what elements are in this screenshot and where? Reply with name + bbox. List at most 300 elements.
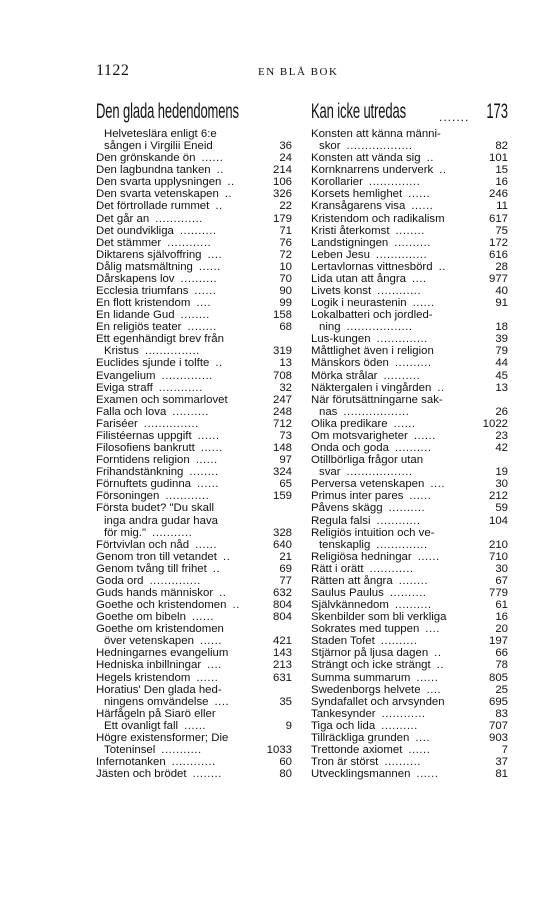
entry-title: Lokalbatteri och jordled- [311, 309, 433, 322]
entry-title: En religiös teater [96, 321, 182, 334]
entry-title: Tillräckliga grunden [311, 731, 410, 744]
entry-title: Korollarier [311, 176, 363, 189]
entry-title: Stjärnor på ljusa dagen [311, 647, 429, 660]
entry-title: Regula falsi [311, 514, 371, 527]
leader-dots: ........ [180, 309, 210, 322]
index-entry [311, 478, 508, 490]
leader-dots: .... [196, 297, 212, 310]
index-entry [96, 768, 292, 780]
entry-page-number: 77 [279, 574, 292, 587]
index-entry [96, 200, 292, 212]
entry-page-number: 214 [272, 164, 292, 177]
entry-page-number: 616 [488, 248, 508, 261]
index-entry [96, 599, 292, 611]
leader-dots: ............ [167, 236, 212, 249]
leader-dots: ........ [187, 321, 217, 334]
index-entry [311, 213, 508, 225]
entry-page-number: 10 [279, 260, 292, 273]
entry-title: Försoningen [96, 490, 160, 503]
leader-dots: .. [438, 260, 446, 273]
index-entry [96, 176, 292, 188]
entry-page-number: 60 [279, 756, 292, 769]
entry-page-number: 16 [495, 176, 508, 189]
index-entry [311, 515, 508, 527]
entry-title: Diktarens självoffring [96, 248, 202, 261]
index-entry [311, 599, 508, 611]
entry-title: Frihandstänkning [96, 466, 184, 479]
leader-dots: .............. [149, 574, 201, 587]
index-entry [96, 635, 292, 647]
index-entry [96, 357, 292, 369]
leader-dots: .......... [180, 272, 218, 285]
index-entry [311, 345, 508, 357]
index-entry [311, 394, 508, 406]
entry-title: ning [319, 321, 341, 334]
entry-title: När förutsättningarne sak- [311, 393, 443, 406]
entry-title: Tankesynder [311, 707, 376, 720]
index-entry [96, 345, 292, 357]
entry-page-number: 18 [495, 321, 508, 334]
entry-title: Saulus Paulus [311, 586, 384, 599]
entry-title: Det stämmer [96, 236, 162, 249]
entry-title: Mörka strålar [311, 369, 378, 382]
entry-title: Konsten att känna männi- [311, 128, 441, 140]
index-entry [96, 164, 292, 176]
leader-dots: ...... [413, 429, 436, 442]
entry-title: skor [319, 140, 341, 153]
entry-page-number: 804 [272, 599, 292, 612]
entry-page-number: 16 [495, 611, 508, 624]
index-entry [311, 466, 508, 478]
index-entry [311, 696, 508, 708]
entry-title: Forntidens religion [96, 454, 190, 467]
entry-page-number: 23 [495, 429, 508, 442]
leader-dots: .......... [394, 599, 432, 612]
leader-dots: .............. [375, 248, 428, 261]
index-entry [311, 225, 508, 237]
entry-page-number: 179 [272, 212, 292, 225]
entry-page-number: 30 [495, 562, 508, 575]
entry-page-number: 42 [495, 442, 508, 455]
index-entry [311, 720, 508, 732]
entry-page-number: 248 [272, 405, 292, 418]
entry-page-number: 71 [279, 224, 292, 237]
index-entry [96, 382, 292, 394]
entry-page-number: 66 [495, 647, 508, 660]
index-entry [96, 623, 292, 635]
leader-dots: .. [216, 164, 224, 177]
leader-dots: .................. [346, 321, 413, 334]
index-entry [96, 418, 292, 430]
entry-page-number: 632 [272, 586, 292, 599]
entry-title: Rätt i orätt [311, 562, 364, 575]
index-entry [311, 273, 508, 285]
index-entry [311, 176, 508, 188]
leader-dots: .... [425, 623, 440, 636]
entry-title: Summa summarum [311, 671, 411, 684]
leader-dots: .......... [388, 502, 426, 515]
index-entry [96, 647, 292, 659]
leader-dots: .. [436, 659, 445, 672]
entry-title: Tron är störst [311, 756, 379, 769]
leader-dots: ........ [189, 466, 219, 479]
leader-dots: .... [426, 683, 442, 696]
entry-page-number: 69 [279, 562, 292, 575]
entry-title: Falla och lova [96, 405, 167, 418]
entry-title: Korsets hemlighet [311, 188, 403, 201]
entry-title: En lidande Gud [96, 309, 175, 322]
entry-title: nas [319, 405, 338, 418]
entry-title: Konsten att vända sig [311, 152, 421, 165]
leader-dots: ........ [398, 574, 429, 587]
entry-page-number: 91 [495, 297, 508, 310]
entry-title: Påvens skägg [311, 502, 383, 515]
entry-title: Trettonde axiomet [311, 743, 403, 756]
index-entry [96, 152, 292, 164]
entry-page-number: 1033 [266, 743, 292, 756]
entry-page-number: 61 [495, 599, 508, 612]
entry-title: Mänskors öden [311, 357, 389, 370]
leader-dots: ...... [408, 743, 431, 756]
entry-page-number: 708 [272, 369, 292, 382]
index-entry [96, 575, 292, 587]
entry-title: Leben Jesu [311, 248, 370, 261]
index-entry [311, 382, 508, 394]
entry-title: Strängt och icke strängt [311, 659, 431, 672]
entry-title: Kristi återkomst [311, 224, 390, 237]
entry-page-number: 104 [488, 514, 508, 527]
entry-page-number: 70 [279, 272, 292, 285]
index-entry [96, 273, 292, 285]
index-entry [311, 333, 508, 345]
entry-title: Jästen och brödet [96, 768, 187, 781]
entry-title: En flott kristendom [96, 297, 191, 310]
leader-dots: .................. [343, 405, 410, 418]
column-heading-left [96, 100, 292, 126]
entry-page-number: 9 [285, 719, 292, 732]
leader-dots: .. [426, 152, 434, 165]
index-column-left [96, 100, 292, 780]
leader-dots: ........... [152, 526, 193, 539]
entry-title: över vetenskapen [104, 635, 194, 648]
leader-dots: ...... [408, 188, 431, 201]
entry-list-left [96, 128, 292, 780]
index-entry [311, 309, 508, 321]
entry-title: Filosofiens bankrutt [96, 442, 195, 455]
index-entry [96, 297, 292, 309]
entry-title: Kornknarrens underverk [311, 164, 434, 177]
entry-page-number: 28 [495, 260, 508, 273]
entry-title: Swedenborgs helvete [311, 683, 421, 696]
entry-title: Första budet? "Du skall [96, 502, 215, 515]
index-entry [96, 333, 292, 345]
entry-title: Goethe och kristendomen [96, 599, 227, 612]
entry-title: inga andra gudar hava [104, 514, 218, 527]
leader-dots: .......... [179, 224, 217, 237]
entry-page-number: 30 [495, 478, 508, 491]
index-entry [96, 430, 292, 442]
index-entry [96, 515, 292, 527]
leader-dots: .. [222, 550, 231, 563]
leader-dots: .. [212, 562, 221, 575]
entry-title: Kransågarens visa [311, 200, 406, 213]
index-entry [96, 756, 292, 768]
leader-dots: ........... [161, 743, 202, 756]
leader-dots: ...... [198, 260, 221, 273]
heading-text: Den glada hedendomens [96, 100, 239, 123]
index-entry [311, 321, 508, 333]
entry-title: Helveteslära enligt 6:e [104, 128, 217, 140]
entry-page-number: 421 [272, 635, 292, 648]
entry-title: Evangelium [96, 369, 156, 382]
entry-title: Högre existensformer; Die [96, 731, 229, 744]
leader-dots: .. [215, 357, 223, 370]
index-entry [96, 684, 292, 696]
entry-title: Lida utan att ångra [311, 272, 406, 285]
entry-page-number: 45 [495, 369, 508, 382]
index-entry [311, 527, 508, 539]
leader-dots: ...... [197, 429, 220, 442]
entry-page-number: 328 [272, 526, 292, 539]
index-entry [96, 225, 292, 237]
entry-page-number: 324 [272, 466, 292, 479]
index-entry [311, 659, 508, 671]
entry-title: Ett egenhändigt brev från [96, 333, 224, 346]
entry-title: Sokrates med tuppen [311, 623, 420, 636]
entry-page-number: 97 [279, 454, 292, 467]
leader-dots: ...... [409, 490, 432, 503]
entry-page-number: 903 [488, 731, 508, 744]
entry-page-number: 213 [272, 659, 292, 672]
leader-dots: ............ [158, 381, 203, 394]
leader-dots: .............. [368, 176, 421, 189]
entry-title: Förnuftets gudinna [96, 478, 191, 491]
entry-page-number: 977 [488, 272, 508, 285]
heading-page-number: 173 [486, 100, 508, 123]
entry-page-number: 44 [495, 357, 508, 370]
running-title: EN BLÅ BOK [258, 66, 339, 78]
leader-dots: .................. [346, 140, 413, 153]
entry-title: Rätten att ångra [311, 574, 393, 587]
entry-page-number: 68 [279, 321, 292, 334]
leader-dots: .......... [172, 405, 209, 418]
entry-title: Examen och sommarlovet [96, 393, 228, 406]
index-entry [311, 297, 508, 309]
entry-title: Horatius' Den glada hed- [96, 683, 222, 696]
entry-title: Infernotanken [96, 756, 166, 769]
entry-title: Dålig matsmältning [96, 260, 193, 273]
leader-dots: ............ [381, 707, 426, 720]
leader-dots: ........ [395, 224, 425, 237]
index-entry [96, 744, 292, 756]
leader-dots: ...... [191, 611, 214, 624]
entry-page-number: 78 [495, 659, 508, 672]
entry-title: tenskaplig [319, 538, 371, 551]
index-entry [96, 611, 292, 623]
index-column-right [311, 100, 508, 780]
page-header [96, 62, 516, 84]
entry-page-number: 212 [488, 490, 508, 503]
leader-dots: .......... [381, 719, 418, 732]
entry-page-number: 81 [495, 768, 508, 781]
heading-text: Kan icke utredas [311, 100, 407, 123]
leader-dots: .. [437, 381, 445, 394]
entry-page-number: 25 [495, 683, 508, 696]
leader-dots: ............... [144, 345, 200, 358]
entry-title: Staden Tofet [311, 635, 375, 648]
entry-title: Hedniska inbillningar [96, 659, 202, 672]
entry-page-number: 35 [279, 695, 292, 708]
index-entry [311, 575, 508, 587]
entry-title: Dårskapens lov [96, 272, 175, 285]
entry-page-number: 79 [495, 345, 508, 358]
entry-title: Fariséer [96, 417, 138, 430]
entry-page-number: 640 [272, 538, 292, 551]
entry-page-number: 76 [279, 236, 292, 249]
index-entry [311, 684, 508, 696]
leader-dots: .... [412, 272, 427, 285]
leader-dots: ...... [393, 417, 416, 430]
index-entry [311, 261, 508, 273]
index-entry [96, 370, 292, 382]
entry-title: Livets konst [311, 285, 372, 298]
leader-dots: .............. [376, 538, 428, 551]
entry-page-number: 158 [272, 309, 292, 322]
leader-dots: ............ [376, 514, 421, 527]
entry-title: Euclides sjunde i tolfte [96, 357, 210, 370]
index-entry [311, 249, 508, 261]
leader-dots: .... [415, 731, 431, 744]
entry-page-number: 172 [488, 236, 508, 249]
leader-dots: .. [224, 188, 233, 201]
leader-dots: ...... [195, 454, 218, 467]
index-entry [96, 406, 292, 418]
entry-page-number: 19 [495, 466, 508, 479]
leader-dots: ...... [197, 478, 219, 491]
leader-dots: ...... [417, 550, 440, 563]
leader-dots: ...... [195, 538, 218, 551]
entry-page-number: 247 [272, 393, 292, 406]
entry-page-number: 7 [501, 743, 508, 756]
leader-dots: .......... [384, 756, 421, 769]
leader-dots: .. [434, 647, 442, 660]
leader-dots: .. [215, 200, 223, 213]
entry-title: Härfågeln på Siarö eller [96, 707, 216, 720]
index-entry [311, 164, 508, 176]
entry-page-number: 804 [272, 611, 292, 624]
entry-title: Goethe om bibeln [96, 611, 186, 624]
entry-title: Filistéernas uppgift [96, 429, 192, 442]
leader-dots: ............ [377, 285, 422, 298]
entry-title: Logik i neurastenin [311, 297, 407, 310]
entry-page-number: 101 [488, 152, 508, 165]
index-entry [96, 732, 292, 744]
index-entry [311, 732, 508, 744]
entry-title: sången i Virgilii Eneid [104, 140, 213, 153]
leader-dots: .............. [161, 369, 213, 382]
entry-page-number: 1022 [482, 417, 508, 430]
index-entry [96, 261, 292, 273]
entry-page-number: 80 [279, 768, 292, 781]
index-entry [96, 188, 292, 200]
entry-title: Landstigningen [311, 236, 389, 249]
entry-title: Kristendom och radikalism [311, 212, 445, 225]
leader-dots: .... [207, 659, 222, 672]
index-entry [96, 502, 292, 514]
entry-title: svar [319, 466, 341, 479]
leader-dots: .... [430, 478, 446, 491]
entry-page-number: 75 [495, 224, 508, 237]
index-entry [96, 285, 292, 297]
entry-page-number: 37 [495, 756, 508, 769]
entry-page-number: 710 [488, 550, 508, 563]
entry-title: Syndafallet och arvsynden [311, 695, 445, 708]
index-entry [311, 152, 508, 164]
index-entry [311, 200, 508, 212]
index-entry [311, 623, 508, 635]
leader-dots: ...... [412, 297, 435, 310]
leader-dots: .... [214, 695, 230, 708]
index-entry [311, 370, 508, 382]
entry-title: Den svarta vetenskapen [96, 188, 219, 201]
entry-title: Eviga straff [96, 381, 153, 394]
leader-dots: ............. [155, 212, 203, 225]
index-entry [96, 708, 292, 720]
index-entry [96, 587, 292, 599]
entry-title: Goethe om kristendomen [96, 623, 224, 636]
entry-title: Hedningarnes evangelium [96, 647, 229, 660]
entry-title: Toteninsel [104, 743, 156, 756]
index-entry [311, 406, 508, 418]
leader-dots: ...... [200, 442, 223, 455]
entry-page-number: 631 [272, 671, 292, 684]
entry-title: Om motsvarigheter [311, 429, 408, 442]
index-entry [311, 768, 508, 780]
leader-dots: ............... [143, 417, 199, 430]
entry-page-number: 83 [495, 707, 508, 720]
index-entry [96, 454, 292, 466]
leader-dots: .... [207, 248, 223, 261]
entry-page-number: 707 [488, 719, 508, 732]
entry-title: Den grönskande ön [96, 152, 196, 165]
index-entry [96, 696, 292, 708]
entry-page-number: 210 [488, 538, 508, 551]
entry-title: Det förtrollade rummet [96, 200, 210, 213]
entry-title: Förtvivlan och nåd [96, 538, 190, 551]
index-entry [96, 249, 292, 261]
index-entry [311, 587, 508, 599]
entry-title: Näktergalen i vingården [311, 381, 432, 394]
leader-dots: .......... [389, 586, 427, 599]
index-entry [96, 128, 292, 140]
index-entry [311, 502, 508, 514]
index-entry [96, 539, 292, 551]
leader-dots: .. [232, 599, 240, 612]
entry-title: Otillbörliga frågor utan [311, 454, 424, 467]
index-entry [311, 490, 508, 502]
entry-page-number: 13 [495, 381, 508, 394]
index-entry [311, 708, 508, 720]
index-entry [96, 309, 292, 321]
entry-page-number: 197 [488, 635, 508, 648]
entry-page-number: 39 [495, 333, 508, 346]
leader-dots: ............ [171, 756, 216, 769]
index-entry [96, 237, 292, 249]
column-heading-right [311, 100, 508, 126]
leader-dots: .. [227, 176, 235, 189]
entry-page-number: 36 [279, 140, 292, 153]
index-entry [96, 321, 292, 333]
